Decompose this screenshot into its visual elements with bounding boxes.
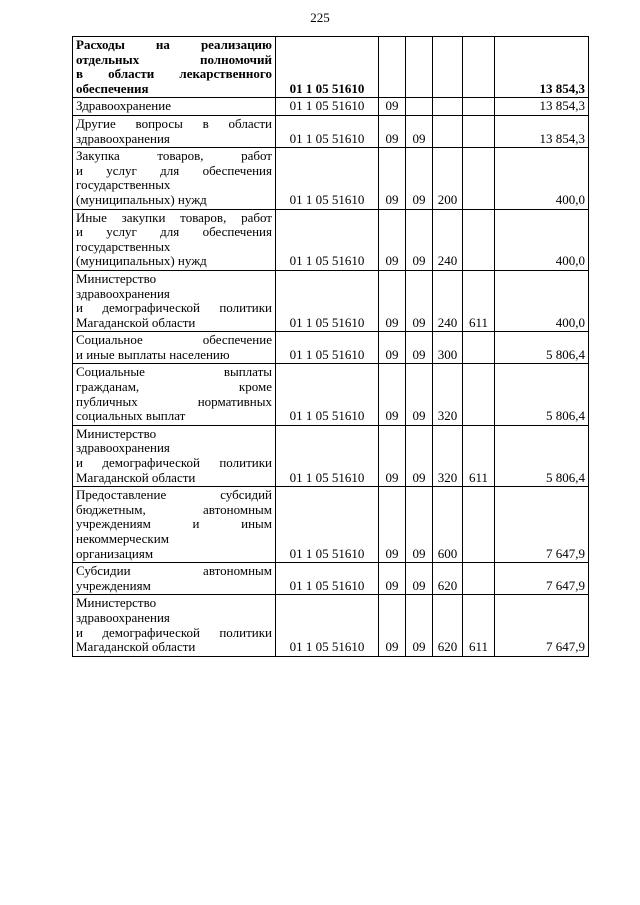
administrator-code	[463, 209, 495, 270]
row-name	[73, 270, 276, 331]
row-name-line: Предоставление субсидий	[76, 487, 272, 503]
subsection-code: 09	[406, 487, 433, 563]
target-article-code: 01 1 05 51610	[276, 487, 379, 563]
table-row	[73, 332, 589, 364]
row-name-line: в области лекарственного	[76, 66, 272, 82]
table-row	[73, 115, 589, 147]
row-name	[73, 209, 276, 270]
subsection-code: 09	[406, 595, 433, 656]
section-code: 09	[379, 364, 406, 425]
row-name	[73, 487, 276, 563]
amount: 7 647,9	[495, 595, 589, 656]
target-article-code: 01 1 05 51610	[276, 563, 379, 595]
subsection-code: 09	[406, 364, 433, 425]
row-name-line: и демографической политики	[76, 455, 272, 471]
target-article-code: 01 1 05 51610	[276, 209, 379, 270]
amount: 5 806,4	[495, 425, 589, 486]
row-name-line: отдельных полномочий	[76, 51, 272, 67]
table-row	[73, 37, 589, 98]
section-code: 09	[379, 148, 406, 209]
row-name-line: Министерство	[76, 270, 157, 286]
row-name-line: и демографической политики	[76, 624, 272, 640]
expense-type-code: 240	[433, 209, 463, 270]
row-name	[73, 98, 276, 116]
administrator-code	[463, 98, 495, 116]
table-row	[73, 595, 589, 656]
row-name-line: здравоохранения	[76, 285, 170, 301]
section-code: 09	[379, 209, 406, 270]
row-name-line: Субсидии автономным	[76, 563, 272, 579]
target-article-code: 01 1 05 51610	[276, 595, 379, 656]
row-name-line: некоммерческим	[76, 531, 169, 546]
amount: 400,0	[495, 209, 589, 270]
target-article-code: 01 1 05 51610	[276, 332, 379, 364]
administrator-code	[463, 563, 495, 595]
amount: 13 854,3	[495, 98, 589, 116]
amount: 13 854,3	[495, 37, 589, 98]
row-name-line: и иные выплаты населению	[76, 346, 230, 362]
administrator-code	[463, 487, 495, 563]
expense-type-code: 620	[433, 595, 463, 656]
page-number: 225	[310, 10, 330, 25]
expense-type-code: 620	[433, 563, 463, 595]
row-name	[73, 37, 276, 98]
row-name-line: публичных нормативных	[76, 393, 272, 409]
subsection-code: 09	[406, 563, 433, 595]
row-name-line: Социальное обеспечение	[76, 332, 272, 348]
row-name-line: Закупка товаров, работ	[76, 148, 272, 164]
target-article-code: 01 1 05 51610	[276, 115, 379, 147]
section-code: 09	[379, 115, 406, 147]
row-name-line: здравоохранения	[76, 130, 170, 146]
target-article-code: 01 1 05 51610	[276, 270, 379, 331]
administrator-code	[463, 115, 495, 147]
target-article-code: 01 1 05 51610	[276, 364, 379, 425]
row-name-line: Магаданской области	[76, 314, 196, 330]
target-article-code: 01 1 05 51610	[276, 425, 379, 486]
expense-type-code: 200	[433, 148, 463, 209]
section-code: 09	[379, 487, 406, 563]
table-row	[73, 487, 589, 563]
expense-type-code	[433, 98, 463, 116]
budget-table	[72, 36, 589, 657]
administrator-code	[463, 37, 495, 98]
administrator-code	[463, 364, 495, 425]
expense-type-code: 320	[433, 364, 463, 425]
expense-type-code	[433, 37, 463, 98]
expense-type-code	[433, 115, 463, 147]
row-name	[73, 332, 276, 364]
row-name-line: Министерство	[76, 425, 157, 441]
administrator-code	[463, 148, 495, 209]
subsection-code: 09	[406, 148, 433, 209]
table-row	[73, 270, 589, 331]
section-code: 09	[379, 563, 406, 595]
administrator-code: 611	[463, 595, 495, 656]
expense-type-code: 320	[433, 425, 463, 486]
row-name	[73, 595, 276, 656]
table-row	[73, 98, 589, 116]
row-name-line: здравоохранения	[76, 609, 170, 625]
amount: 5 806,4	[495, 332, 589, 364]
row-name-line: государственных	[76, 238, 171, 254]
row-name-line: гражданам, кроме	[76, 379, 272, 395]
row-name-line: Магаданской области	[76, 639, 196, 655]
expense-type-code: 600	[433, 487, 463, 563]
table-row	[73, 209, 589, 270]
amount: 400,0	[495, 270, 589, 331]
subsection-code: 09	[406, 115, 433, 147]
expense-type-code: 240	[433, 270, 463, 331]
table-row	[73, 563, 589, 595]
administrator-code	[463, 332, 495, 364]
subsection-code	[406, 98, 433, 116]
row-name	[73, 148, 276, 209]
row-name-line: и демографической политики	[76, 300, 272, 316]
subsection-code: 09	[406, 332, 433, 364]
row-name-line: и услуг для обеспечения	[76, 162, 272, 178]
row-name-line: социальных выплат	[76, 408, 186, 424]
table-row	[73, 148, 589, 209]
section-code: 09	[379, 595, 406, 656]
target-article-code: 01 1 05 51610	[276, 148, 379, 209]
row-name-line: учреждениям и иным	[76, 516, 272, 532]
row-name-line: Министерство	[76, 595, 157, 611]
amount: 13 854,3	[495, 115, 589, 147]
row-name-line: (муниципальных) нужд	[76, 191, 207, 207]
target-article-code: 01 1 05 51610	[276, 98, 379, 116]
amount: 7 647,9	[495, 487, 589, 563]
section-code: 09	[379, 98, 406, 116]
row-name-line: Другие вопросы в области	[76, 115, 272, 131]
section-code: 09	[379, 332, 406, 364]
amount: 5 806,4	[495, 364, 589, 425]
row-name-line: бюджетным, автономным	[76, 501, 272, 517]
table-row	[73, 364, 589, 425]
row-name-line: Расходы на реализацию	[76, 37, 272, 52]
row-name-line: организациям	[76, 545, 154, 561]
row-name-line: Иные закупки товаров, работ	[76, 209, 272, 225]
amount: 400,0	[495, 148, 589, 209]
row-name-line: государственных	[76, 177, 171, 193]
table-body	[73, 37, 589, 657]
administrator-code: 611	[463, 270, 495, 331]
row-name-line: Здравоохранение	[76, 98, 171, 114]
subsection-code: 09	[406, 425, 433, 486]
row-name	[73, 425, 276, 486]
row-name	[73, 563, 276, 595]
section-code	[379, 37, 406, 98]
section-code: 09	[379, 425, 406, 486]
section-code: 09	[379, 270, 406, 331]
row-name-line: и услуг для обеспечения	[76, 224, 272, 240]
amount: 7 647,9	[495, 563, 589, 595]
row-name	[73, 115, 276, 147]
row-name-line: учреждениям	[76, 577, 151, 593]
row-name	[73, 364, 276, 425]
subsection-code	[406, 37, 433, 98]
row-name-line: Социальные выплаты	[76, 364, 272, 380]
administrator-code: 611	[463, 425, 495, 486]
row-name-line: обеспечения	[76, 80, 149, 96]
row-name-line: Магаданской области	[76, 469, 196, 485]
subsection-code: 09	[406, 270, 433, 331]
row-name-line: здравоохранения	[76, 440, 170, 456]
row-name-line: (муниципальных) нужд	[76, 253, 207, 269]
expense-type-code: 300	[433, 332, 463, 364]
table-row	[73, 425, 589, 486]
target-article-code: 01 1 05 51610	[276, 37, 379, 98]
subsection-code: 09	[406, 209, 433, 270]
